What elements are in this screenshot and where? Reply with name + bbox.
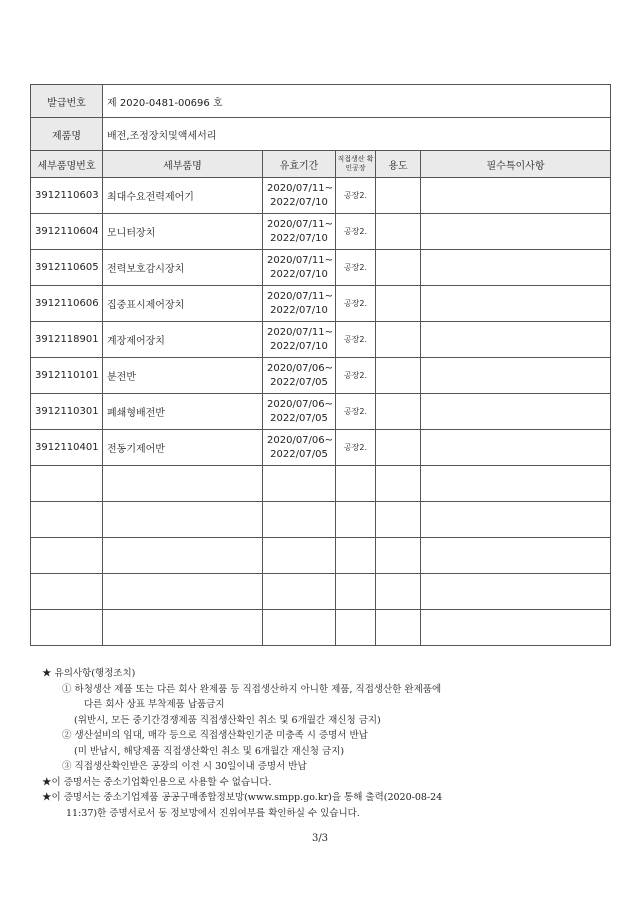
cell-factory xyxy=(336,250,376,286)
cell-code xyxy=(31,358,103,394)
cell-name xyxy=(103,610,263,646)
cell-use xyxy=(376,394,421,430)
table-row xyxy=(31,394,611,430)
cell-name xyxy=(103,322,263,358)
issue-number-row xyxy=(31,85,611,118)
cell-note xyxy=(421,322,611,358)
page-number: 3/3 xyxy=(311,833,329,844)
issue-number-label: 발급번호 xyxy=(31,85,103,118)
code-text: 3912110301 xyxy=(35,406,99,417)
cell-period xyxy=(263,250,336,286)
cell-period xyxy=(263,574,336,610)
cell-note xyxy=(421,574,611,610)
cell-note xyxy=(421,286,611,322)
cell-period xyxy=(263,394,336,430)
cell-period xyxy=(263,286,336,322)
code-text: 3912110606 xyxy=(35,298,99,309)
cell-period xyxy=(263,610,336,646)
factory-text: 공장2. xyxy=(343,263,368,272)
period-end: 2022/07/10 xyxy=(270,232,328,244)
cell-code xyxy=(31,502,103,538)
cell-name xyxy=(103,430,263,466)
cell-period xyxy=(263,502,336,538)
header-name: 세부품명 xyxy=(103,151,263,178)
note-item-3: ③ 직접생산확인받은 공장의 이전 시 30일이내 증명서 반납 xyxy=(62,761,307,772)
period-end: 2022/07/10 xyxy=(270,304,328,316)
cell-name xyxy=(103,286,263,322)
factory-text: 공장2. xyxy=(343,407,368,416)
table-row xyxy=(31,214,611,250)
notice-1: ★이 증명서는 중소기업확인용으로 사용할 수 없습니다. xyxy=(42,776,272,788)
cell-use xyxy=(376,214,421,250)
cell-use xyxy=(376,358,421,394)
table-row xyxy=(31,178,611,214)
cell-use xyxy=(376,286,421,322)
cell-name xyxy=(103,358,263,394)
cell-note xyxy=(421,502,611,538)
cell-note xyxy=(421,214,611,250)
period-start: 2020/07/06~ xyxy=(267,362,334,374)
table-row xyxy=(31,250,611,286)
name-text: 모니터장치 xyxy=(107,228,156,239)
code-text: 3912110603 xyxy=(35,190,99,201)
cell-note xyxy=(421,250,611,286)
name-text: 전력보호감시장치 xyxy=(107,264,185,275)
cell-factory xyxy=(336,178,376,214)
factory-text: 공장2. xyxy=(343,191,368,200)
cell-use xyxy=(376,574,421,610)
table-row xyxy=(31,358,611,394)
cell-use xyxy=(376,322,421,358)
cell-factory xyxy=(336,610,376,646)
period-start: 2020/07/11~ xyxy=(267,326,334,338)
notes-section xyxy=(42,666,626,821)
cell-note xyxy=(421,610,611,646)
period-end: 2022/07/05 xyxy=(270,412,328,424)
table-header-row xyxy=(31,151,611,178)
cell-code xyxy=(31,394,103,430)
cell-code xyxy=(31,610,103,646)
factory-text: 공장2. xyxy=(343,227,368,236)
cell-name xyxy=(103,394,263,430)
code-text: 3912110604 xyxy=(35,226,99,237)
cell-name xyxy=(103,250,263,286)
table-row xyxy=(31,574,611,610)
cell-factory xyxy=(336,322,376,358)
cell-name xyxy=(103,466,263,502)
cell-note xyxy=(421,430,611,466)
cell-use xyxy=(376,610,421,646)
cell-factory xyxy=(336,466,376,502)
period-start: 2020/07/06~ xyxy=(267,398,334,410)
cell-code xyxy=(31,430,103,466)
factory-text: 공장2. xyxy=(343,371,368,380)
cell-factory xyxy=(336,394,376,430)
table-body xyxy=(31,178,611,646)
name-text: 계장제어장치 xyxy=(107,336,165,347)
name-text: 폐쇄형배전반 xyxy=(107,408,165,419)
factory-text: 공장2. xyxy=(343,299,368,308)
product-name-label: 제품명 xyxy=(31,118,103,151)
period-end: 2022/07/10 xyxy=(270,268,328,280)
cell-code xyxy=(31,178,103,214)
cell-period xyxy=(263,178,336,214)
note-item-1b: 다른 회사 상표 부착제품 납품금지 xyxy=(84,699,225,710)
table-row xyxy=(31,466,611,502)
cell-note xyxy=(421,358,611,394)
period-end: 2022/07/05 xyxy=(270,448,328,460)
product-name-row xyxy=(31,118,611,151)
issue-number-value: 제 2020-0481-00696 호 xyxy=(103,85,611,118)
period-start: 2020/07/11~ xyxy=(267,290,334,302)
cell-code xyxy=(31,286,103,322)
factory-text: 공장2. xyxy=(343,335,368,344)
table-row xyxy=(31,538,611,574)
cell-use xyxy=(376,502,421,538)
note-item-2a: ② 생산설비의 임대, 매각 등으로 직접생산확인기준 미충족 시 증명서 반납 xyxy=(62,730,368,741)
product-name-value: 배전,조정장치및액세서리 xyxy=(103,118,611,151)
header-code: 세부품명번호 xyxy=(31,151,103,178)
period-start: 2020/07/11~ xyxy=(267,182,334,194)
header-factory: 직접생산 확인공장 xyxy=(336,151,376,178)
cell-code xyxy=(31,214,103,250)
cell-note xyxy=(421,178,611,214)
table-row xyxy=(31,286,611,322)
cell-factory xyxy=(336,430,376,466)
cell-period xyxy=(263,430,336,466)
certificate-table xyxy=(30,84,611,646)
period-start: 2020/07/06~ xyxy=(267,434,334,446)
cell-use xyxy=(376,250,421,286)
cell-factory xyxy=(336,286,376,322)
cell-factory xyxy=(336,502,376,538)
cell-period xyxy=(263,214,336,250)
table-row xyxy=(31,502,611,538)
name-text: 분전반 xyxy=(107,372,136,383)
factory-text: 공장2. xyxy=(343,443,368,452)
note-item-1a: ① 하청생산 제품 또는 다른 회사 완제품 등 직접생산하지 아니한 제품, 직접생산한 완제품에 xyxy=(62,683,442,695)
period-end: 2022/07/05 xyxy=(270,376,328,388)
code-text: 3912110101 xyxy=(35,370,99,381)
table-row xyxy=(31,322,611,358)
header-note: 필수특이사항 xyxy=(421,151,611,178)
cell-name xyxy=(103,214,263,250)
header-use: 용도 xyxy=(376,151,421,178)
cell-note xyxy=(421,466,611,502)
cell-factory xyxy=(336,538,376,574)
cell-name xyxy=(103,574,263,610)
name-text: 집중표시제어장치 xyxy=(107,300,185,311)
cell-name xyxy=(103,502,263,538)
table-row xyxy=(31,610,611,646)
name-text: 최대수요전력제어기 xyxy=(107,192,194,203)
cell-code xyxy=(31,538,103,574)
header-period: 유효기간 xyxy=(263,151,336,178)
notice-2b: 11:37)한 증명서로서 동 정보망에서 진위여부를 확인하실 수 있습니다. xyxy=(66,807,360,819)
cell-use xyxy=(376,538,421,574)
note-item-1c: (위반시, 모든 중기간경쟁제품 직접생산확인 취소 및 6개월간 재신청 금지) xyxy=(74,714,381,726)
cell-code xyxy=(31,322,103,358)
cell-name xyxy=(103,178,263,214)
period-start: 2020/07/11~ xyxy=(267,218,334,230)
code-text: 3912118901 xyxy=(35,334,99,345)
cell-name xyxy=(103,538,263,574)
cell-use xyxy=(376,178,421,214)
cell-factory xyxy=(336,574,376,610)
cell-code xyxy=(31,466,103,502)
cell-use xyxy=(376,430,421,466)
cell-use xyxy=(376,466,421,502)
cell-period xyxy=(263,358,336,394)
code-text: 3912110605 xyxy=(35,262,99,273)
cell-code xyxy=(31,574,103,610)
cell-factory xyxy=(336,358,376,394)
notes-title: ★ 유의사항(행정조치) xyxy=(42,668,136,679)
cell-period xyxy=(263,538,336,574)
period-end: 2022/07/10 xyxy=(270,340,328,352)
cell-code xyxy=(31,250,103,286)
cell-note xyxy=(421,394,611,430)
cell-note xyxy=(421,538,611,574)
note-item-2b: (미 반납시, 해당제품 직접생산확인 취소 및 6개월간 재신청 금지) xyxy=(74,745,345,757)
cell-period xyxy=(263,322,336,358)
cell-period xyxy=(263,466,336,502)
cell-factory xyxy=(336,214,376,250)
period-end: 2022/07/10 xyxy=(270,196,328,208)
name-text: 전동기제어반 xyxy=(107,444,165,455)
period-start: 2020/07/11~ xyxy=(267,254,334,266)
code-text: 3912110401 xyxy=(35,442,99,453)
table-row xyxy=(31,430,611,466)
notice-2a: ★이 증명서는 중소기업제품 공공구매종합정보망(www.smpp.go.kr)을 통해 출력(2020-08-24 xyxy=(42,792,443,803)
